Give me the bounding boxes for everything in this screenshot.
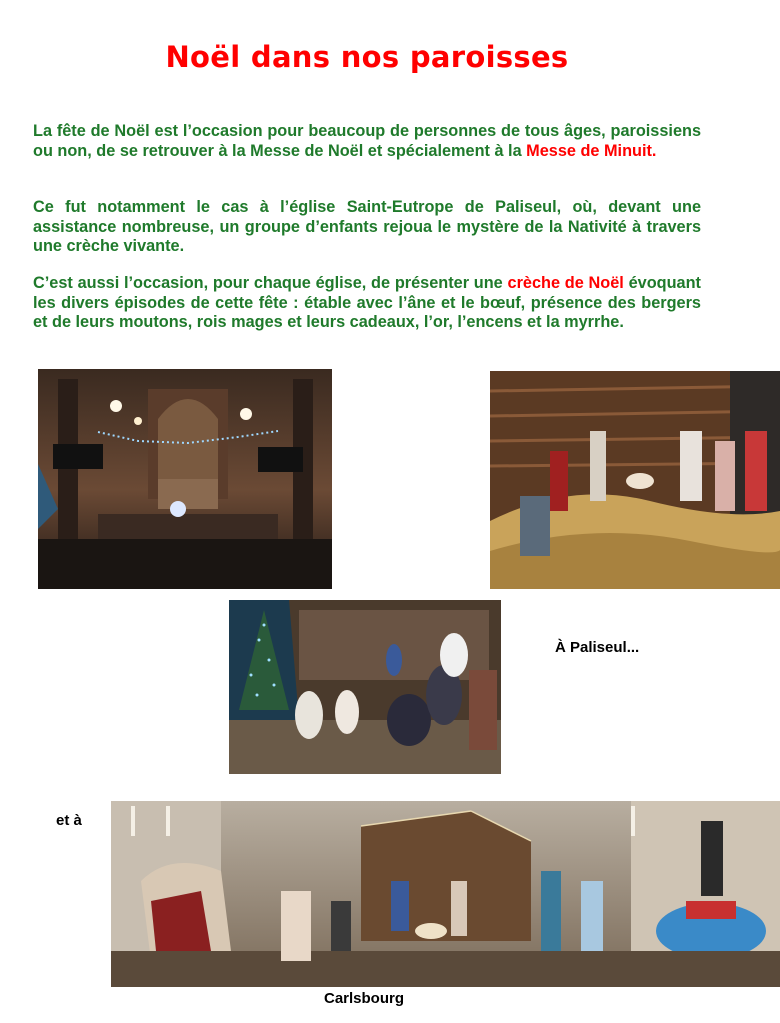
carlsbourg-caption: Carlsbourg — [324, 990, 405, 1007]
creche-paragraph — [33, 274, 701, 333]
creche-closeup-photo — [490, 371, 780, 589]
et-a-caption: et à — [56, 812, 82, 829]
carlsbourg-creche-photo — [111, 801, 780, 987]
creche-text-end: évoquant les divers épisodes de cette fête : étable avec l’âne et le bœuf, présence des bergers et de leurs moutons, rois mages et leurs cadeaux, l’or, l’encens et la myrrhe. — [33, 274, 701, 331]
church-interior-photo — [38, 369, 332, 589]
creche-highlight: crèche de Noël — [507, 274, 624, 292]
page-title: Noël dans nos paroisses — [165, 40, 569, 74]
paliseul-paragraph: Ce fut notamment le cas à l’église Saint-Eutrope de Paliseul, où, devant une assistance nombreuse, un groupe d’enfants rejoua le mystère de la Nativité à travers une crèche vivante. — [33, 198, 701, 255]
midnight-mass-highlight: Messe de Minuit. — [526, 141, 657, 160]
intro-paragraph — [33, 122, 701, 161]
living-nativity-photo — [229, 600, 501, 774]
intro-text: La fête de Noël est l’occasion pour beaucoup de personnes de tous âges, paroissiens ou non, de se retrouver à la Messe de Noël et spécialement à la — [33, 122, 701, 160]
creche-text-start: C’est aussi l’occasion, pour chaque église, de présenter une — [33, 274, 508, 292]
paliseul-caption: À Paliseul... — [555, 639, 640, 656]
